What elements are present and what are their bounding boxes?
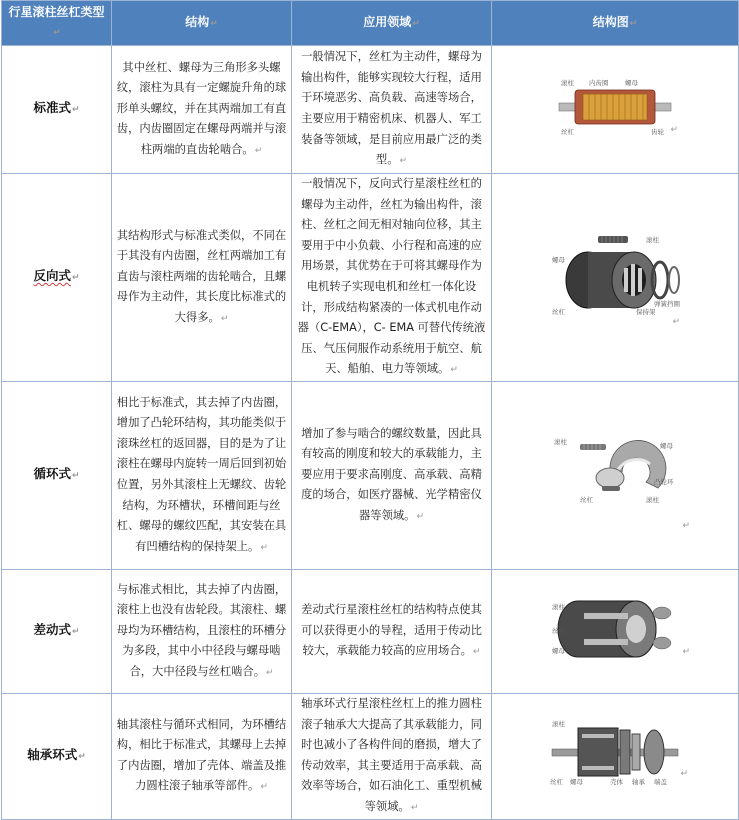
diagram-cell: 螺母 滚柱 丝杠 保持架 弹簧挡圈 ↵ [492, 174, 739, 382]
table-row [2, 46, 739, 174]
label-nut: 螺母 [625, 78, 638, 87]
header-application: 应用领域↵ [292, 1, 492, 46]
structure-cell: 相比于标准式，其去掉了内齿圈，增加了凸轮环结构，其功能类似于滚珠丝杠的返回器，目的是为了让滚柱在螺母内旋转一周后回到初始位置，另外其滚柱上无螺纹、齿轮结构，为环槽状，环槽间距与丝杠、螺母的螺纹匹配，其安装在具有凹槽结构的保持架上。↵ [112, 382, 292, 570]
label-roller-2: 滚柱 [646, 495, 659, 504]
application-cell: 差动式行星滚柱丝杠的结构特点使其可以获得更小的导程，适用于传动比较大，承载能力较高的应用场合。↵ [292, 570, 492, 694]
diagram-cell: 滚柱 螺母 凸轮环 丝杠 滚柱 ↵ [492, 382, 739, 570]
application-cell: 一般情况下，丝杠为主动件，螺母为输出构件，能够实现较大行程，适用于环境恶劣、高负载、高速等场合，主要应用于精密机床、机器人、军工装备等领域，是目前应用最广泛的类型。↵ [292, 46, 492, 174]
label-screw: 丝杠 [552, 307, 565, 316]
structure-cell: 其中丝杠、螺母为三角形多头螺纹，滚柱为具有一定螺旋升角的球形单头螺纹，并在其两端加工有直齿，内齿圈固定在螺母两端并与滚柱两端的直齿轮啮合。↵ [112, 46, 292, 174]
header-structure: 结构↵ [112, 1, 292, 46]
application-cell: 增加了参与啮合的螺纹数量，因此具有较高的刚度和较大的承载能力，主要应用于要求高刚度、高承载、高精度的场合，如医疗器械、光学精密仪器等领域。↵ [292, 382, 492, 570]
bearing-ring-roller-screw-image [548, 716, 682, 788]
label-roller: 滚柱 [646, 235, 659, 244]
label-cage: 保持架 [636, 307, 656, 316]
label-nut: 螺母 [552, 646, 565, 655]
inverted-roller-screw-image [550, 230, 680, 318]
standard-roller-screw-image [555, 76, 675, 136]
roller-screw-type-table [1, 0, 739, 820]
label-roller: 滚柱 [552, 720, 565, 729]
label-snap-ring: 弹簧挡圈 [654, 299, 680, 308]
structure-cell: 与标准式相比，其去掉了内齿圈，滚柱上也没有齿轮段。其滚柱、螺母均为环槽结构，且滚柱的环槽分为多段，其中小中径段与螺母啮合，大中径段与丝杠啮合。↵ [112, 570, 292, 694]
label-ring-gear: 内齿圈 [589, 78, 609, 87]
type-cell: 轴承环式↵ [2, 694, 112, 820]
label-roller: 滚柱 [552, 602, 565, 611]
type-cell: 反向式↵ [2, 174, 112, 382]
label-gear: 齿轮 [651, 127, 664, 136]
label-nut: 螺母 [660, 441, 673, 450]
label-housing: 壳体 [610, 778, 623, 787]
label-end-cap: 端盖 [654, 778, 667, 787]
application-cell: 一般情况下，反向式行星滚柱丝杠的螺母为主动件，丝杠为输出构件，滚柱、丝杠之间无相对轴向位移，其主要用于中小负载、小行程和高速的应用场景，其优势在于可将其螺母作为电机转子实现电机和丝杠一体化设计，形成结构紧凑的一体式机电作动器（C-EMA），C- EMA 可替代传统液压、气压伺服作动系统用于航空、航天、船舶、电力等领域。↵ [292, 174, 492, 382]
label-screw: 丝杠 [561, 127, 574, 136]
type-cell: 差动式↵ [2, 570, 112, 694]
recirculating-roller-screw-image [550, 434, 680, 510]
differential-roller-screw-image [550, 591, 680, 665]
label-roller: 滚柱 [554, 437, 567, 446]
header-row [2, 1, 739, 46]
application-cell: 轴承环式行星滚柱丝杠上的推力圆柱滚子轴承大大提高了其承载能力，同时也减小了各构件间的磨损，增大了传动效率，其主要适用于高承载、高效率等场合，如石油化工、重型机械等领域。↵ [292, 694, 492, 820]
label-cam-ring: 凸轮环 [654, 477, 674, 486]
diagram-cell: 滚柱 丝杠 螺母 ↵ [492, 570, 739, 694]
label-nut: 螺母 [570, 778, 583, 787]
type-cell: 循环式↵ [2, 382, 112, 570]
structure-cell: 轴其滚柱与循环式相同，为环槽结构，相比于标准式，其螺母上去掉了内齿圈，增加了壳体、端盖及推力圆柱滚子轴承等部件。↵ [112, 694, 292, 820]
table-row [2, 382, 739, 570]
type-cell: 标准式↵ [2, 46, 112, 174]
label-nut: 螺母 [552, 255, 565, 264]
header-diagram: 结构图↵ [492, 1, 739, 46]
structure-cell: 其结构形式与标准式类似，不同在于其没有内齿圈，丝杠两端加工有直齿与滚柱两端的齿轮啮合，且螺母作为主动件，其长度比标准式的大得多。↵ [112, 174, 292, 382]
label-roller: 滚柱 [561, 78, 574, 87]
label-screw: 丝杠 [552, 626, 565, 635]
header-type: 行星滚柱丝杠类型↵ [2, 1, 112, 46]
diagram-cell: 滚柱 丝杠 螺母 壳体 轴承 端盖 ↵ [492, 694, 739, 820]
table-row [2, 694, 739, 820]
table-row [2, 570, 739, 694]
label-screw: 丝杠 [550, 778, 563, 787]
label-bearing: 轴承 [632, 778, 645, 787]
label-screw: 丝杠 [580, 495, 593, 504]
diagram-cell: 滚柱 内齿圈 螺母 丝杠 齿轮 ↵ [492, 46, 739, 174]
table-row [2, 174, 739, 382]
